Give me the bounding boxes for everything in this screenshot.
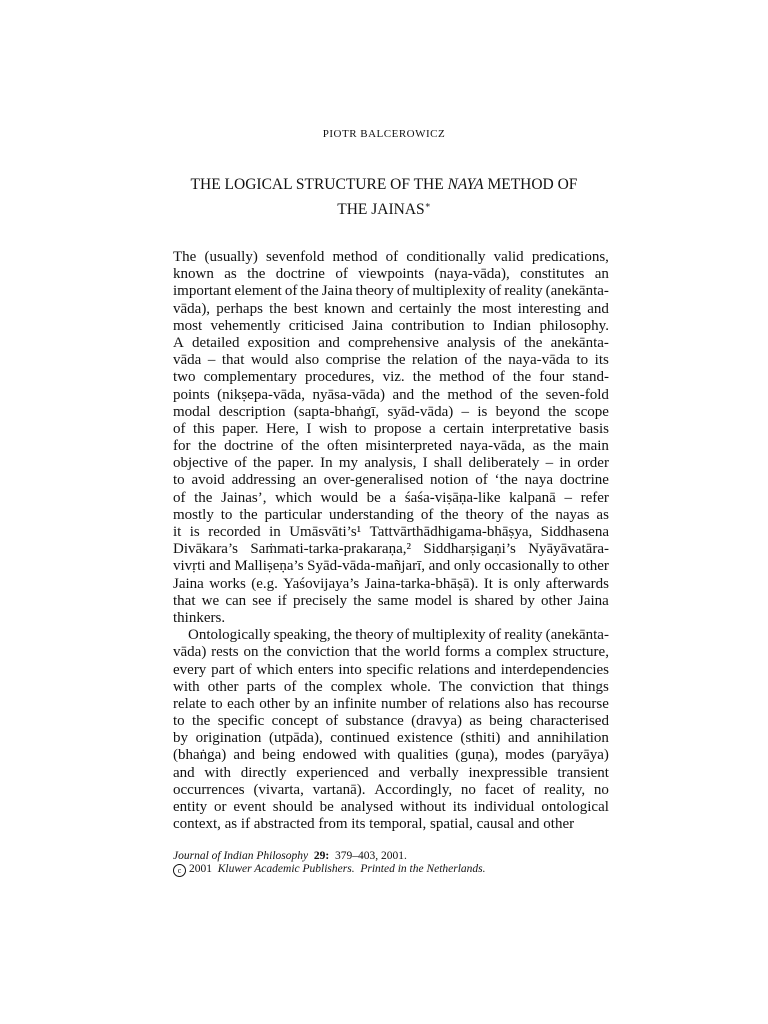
article-title xyxy=(160,175,608,220)
journal-volume: 29: xyxy=(313,850,330,862)
text-line: vāda – that would also comprise the relation of the naya-vāda to its xyxy=(173,352,609,369)
text-line: occurrences (vivarta, vartanā). Accordingly, no facet of reality, no xyxy=(173,781,609,798)
text-line: The (usually) sevenfold method of conditionally valid predications, xyxy=(173,249,609,265)
title-line1-post: METHOD OF xyxy=(483,176,578,193)
text-line: objective of the paper. In my analysis, I shall deliberately – in order xyxy=(173,455,609,472)
title-line1-pre: THE LOGICAL STRUCTURE OF THE xyxy=(190,176,448,193)
text-line: relate to each other by an infinite number of relations also has recourse xyxy=(173,695,609,712)
text-line: with other parts of the complex whole. The conviction that things xyxy=(173,678,609,695)
text-line: and with directly experienced and verbally inexpressible transient xyxy=(173,764,609,781)
text-line: vāda) rests on the conviction that the world forms a complex structure, xyxy=(173,644,609,661)
title-footnote-mark: ∗ xyxy=(424,200,431,210)
text-line: vivṛti and Malliṣeṇa’s Syād-vāda-mañjarī, and only occasionally to other xyxy=(173,558,609,575)
printed-location: Printed in the Netherlands. xyxy=(360,863,486,875)
text-line: points (nikṣepa-vāda, nyāsa-vāda) and the method of the seven-fold xyxy=(173,386,609,403)
text-line: modal description (sapta-bhaṅgī, syād-vāda) – is beyond the scope xyxy=(173,403,609,420)
title-naya: NAYA xyxy=(447,176,484,193)
text-line: entity or event should be analysed without its individual ontological xyxy=(173,799,609,815)
text-line: thinkers. xyxy=(173,609,226,626)
text-line: Ontologically speaking, the theory of multiplexity of reality (anekānta- xyxy=(188,627,609,644)
copyright-icon: c xyxy=(173,864,186,877)
text-line: (bhaṅga) and being endowed with qualities (guṇa), modes (paryāya) xyxy=(173,747,609,764)
text-line: two complementary procedures, viz. the method of the four stand- xyxy=(173,369,609,386)
text-line: that we can see if precisely the same model is shared by other Jaina xyxy=(173,592,609,609)
text-line: of the Jainas’, which would be a śaśa-viṣāṇa-like kalpanā – refer xyxy=(173,489,609,506)
text-line: mostly to the particular understanding of the theory of the nayas as xyxy=(173,506,609,523)
text-line: every part of which enters into specific relations and interdependencies xyxy=(173,661,609,678)
text-line: A detailed exposition and comprehensive analysis of the anekānta- xyxy=(173,334,609,351)
text-line: context, as if abstracted from its temporal, spatial, causal and other xyxy=(173,816,575,833)
journal-footer xyxy=(173,850,609,877)
article-body xyxy=(173,249,609,833)
text-line: vāda), perhaps the best known and certainly the most interesting and xyxy=(173,300,609,317)
author-name: PIOTR BALCEROWICZ xyxy=(322,128,446,140)
text-line: to the specific concept of substance (dravya) as being characterised xyxy=(173,713,609,730)
journal-pages: 379–403, 2001. xyxy=(334,850,407,862)
text-line: to avoid addressing an over-generalised notion of ‘the naya doctrine xyxy=(173,472,609,489)
text-line: important element of the Jaina theory of multiplexity of reality (anekānta- xyxy=(173,283,609,300)
journal-citation xyxy=(173,850,609,863)
title-line2: THE JAINAS xyxy=(337,201,425,219)
text-line: for the doctrine of the often misinterpreted naya-vāda, as the main xyxy=(173,438,609,455)
journal-name: Journal of Indian Philosophy xyxy=(173,850,309,862)
copyright-line xyxy=(173,863,609,877)
text-line: Divākara’s Saṁmati-tarka-prakaraṇa,² Siddharṣigaṇi’s Nyāyāvatāra- xyxy=(173,541,609,558)
text-line: known as the doctrine of viewpoints (naya-vāda), constitutes an xyxy=(173,266,609,283)
text-line: of this paper. Here, I wish to propose a certain interpretative basis xyxy=(173,420,609,437)
copyright-year: 2001 xyxy=(189,863,212,875)
publisher-name: Kluwer Academic Publishers. xyxy=(217,863,355,875)
text-line: by origination (utpāda), continued existence (sthiti) and annihilation xyxy=(173,730,609,747)
text-line: it is recorded in Umāsvāti’s¹ Tattvārthādhigama-bhāṣya, Siddhasena xyxy=(173,524,609,540)
text-line: most vehemently criticised Jaina contribution to Indian philosophy. xyxy=(173,317,609,334)
text-line: Jaina works (e.g. Yaśovijaya’s Jaina-tarka-bhāṣā). It is only afterwards xyxy=(173,575,609,592)
